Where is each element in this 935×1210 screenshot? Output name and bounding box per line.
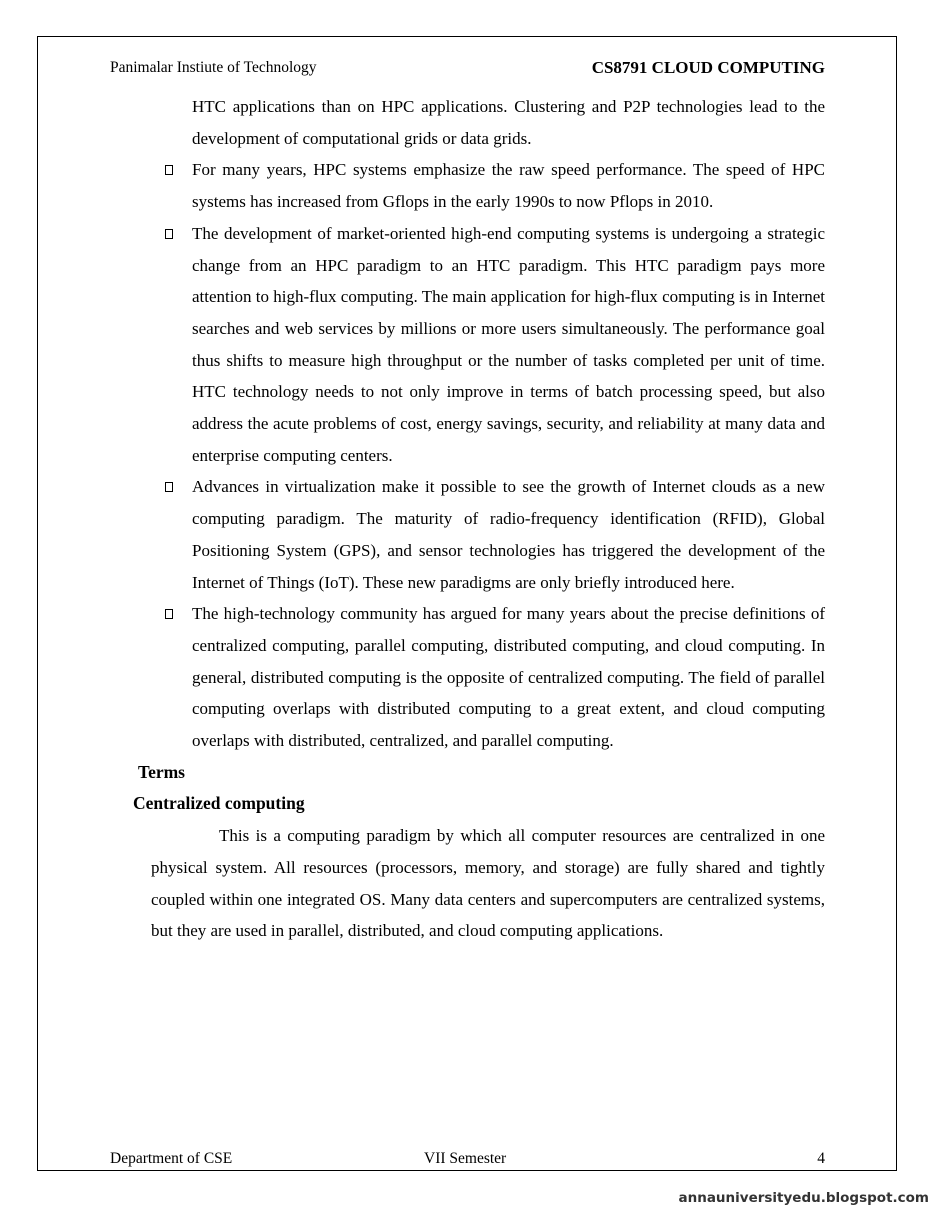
- bullet-text: Advances in virtualization make it possible to see the growth of Internet clouds as a new computing paradigm. The maturity of radio-frequency identification (RFID), Global Positioning System (GPS), and sensor technologies has triggered the development of the Internet of Things (IoT). These new paradigms are only briefly introduced here.: [192, 477, 825, 592]
- bullet-text: The high-technology community has argued for many years about the precise definitions of centralized computing, parallel computing, distributed computing, and cloud computing. In general, distributed computing is the opposite of centralized computing. The field of parallel computing overlaps with distributed computing to a great extent, and cloud computing overlaps with distributed, centralized, and parallel computing.: [192, 604, 825, 751]
- bullet-text: The development of market-oriented high-end computing systems is undergoing a strategic change from an HPC paradigm to an HTC paradigm. This HTC paradigm pays more attention to high-flux computing. The main application for high-flux computing is in Internet searches and web services by millions or more users simultaneously. The performance goal thus shifts to measure high throughput or the number of tasks completed per unit of time. HTC technology needs to not only improve in terms of batch processing speed, but also address the acute problems of cost, energy savings, security, and reliability at many data and enterprise computing centers.: [192, 223, 825, 465]
- continued-paragraph: HTC applications than on HPC applications. Clustering and P2P technologies lead to the development of computational grids or data grids.: [192, 97, 825, 148]
- page-content: [0, 91, 935, 947]
- header-institute: Panimalar Instiute of Technology: [110, 59, 317, 76]
- footer-page-number: 4: [817, 1150, 825, 1167]
- terms-heading: Terms: [138, 761, 185, 782]
- bullet-item-hpc-speed: [192, 154, 825, 217]
- bullet-box-icon: [165, 229, 173, 239]
- header-course-title: CS8791 CLOUD COMPUTING: [591, 58, 825, 77]
- centralized-computing-heading: Centralized computing: [133, 793, 305, 814]
- bullet-box-icon: [165, 482, 173, 492]
- footer-semester: VII Semester: [424, 1150, 507, 1167]
- bullet-item-htc-paradigm: [192, 218, 825, 472]
- watermark-url: annauniversityedu.blogspot.com: [678, 1190, 929, 1206]
- footer-department: Department of CSE: [110, 1150, 233, 1167]
- bullet-box-icon: [165, 609, 173, 619]
- centralized-computing-paragraph: This is a computing paradigm by which all computer resources are centralized in one physical system. All resources (processors, memory, and storage) are fully shared and tightly coupled within one integrated OS. Many data centers and supercomputers are centralized systems, but they are used in parallel, distributed, and cloud computing applications.: [151, 826, 825, 941]
- bullet-text: For many years, HPC systems emphasize the raw speed performance. The speed of HPC systems has increased from Gflops in the early 1990s to now Pflops in 2010.: [192, 160, 825, 212]
- bullet-item-definitions: [192, 598, 825, 757]
- bullet-item-virtualization: [192, 471, 825, 598]
- bullet-box-icon: [165, 165, 173, 175]
